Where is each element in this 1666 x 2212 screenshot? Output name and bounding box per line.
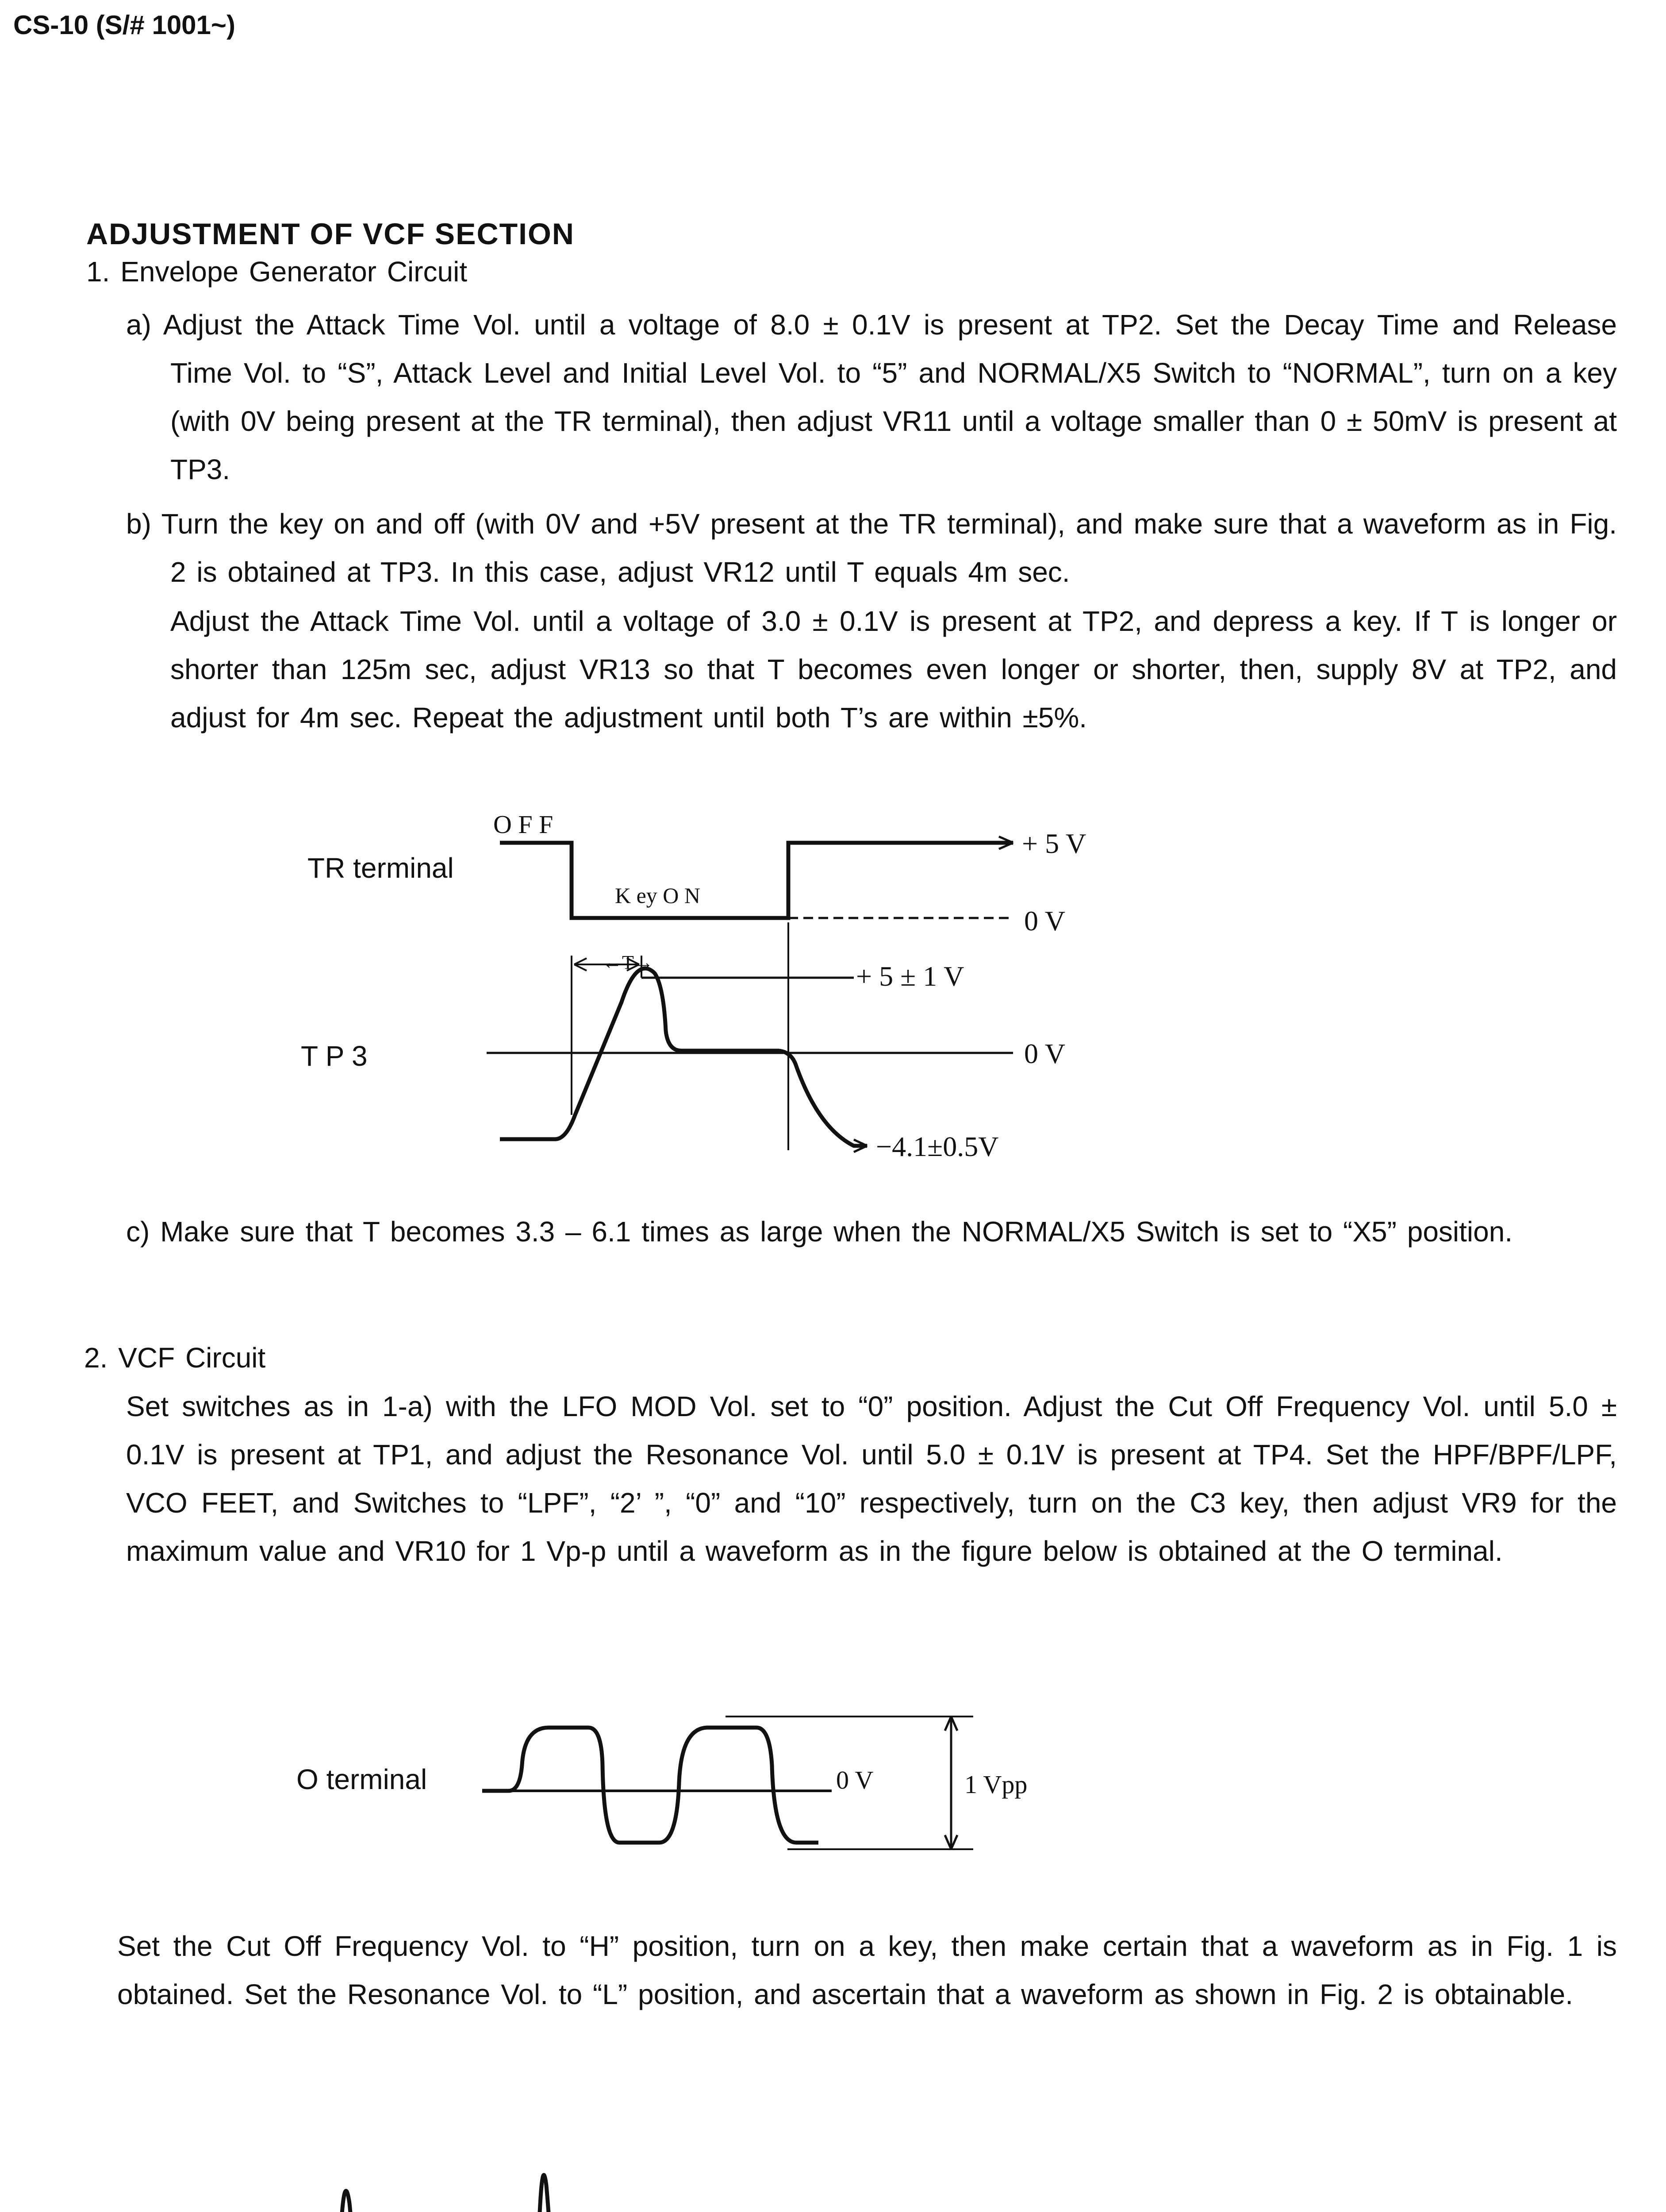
item1-b: b) Turn the key on and off (with 0V and +5V present at the TR terminal), and make sure that a waveform as in Fig. 2 is obtained at TP3. In this case, adjust VR12 until T equals 4m sec. [126, 508, 1617, 588]
zero-v-label-a: 0 V [1024, 905, 1066, 937]
key-on-label: K ey O N [615, 883, 701, 908]
off-label: O F F [493, 810, 553, 839]
minus41-label: −4.1±0.5V [876, 1131, 999, 1162]
document-header: CS-10 (S/# 1001~) [13, 10, 235, 40]
vpp-label: 1 Vpp [964, 1770, 1028, 1799]
o-terminal-label: O terminal [296, 1763, 427, 1795]
section-title: ADJUSTMENT OF VCF SECTION [86, 217, 575, 251]
tp3-label: T P 3 [301, 1040, 368, 1072]
para3: Set the Cut Off Frequency Vol. to “H” position, turn on a key, then make certain that a waveform as in Fig. 1 is obtained. Set the Resonance Vol. to “L” position, and ascertain that a waveform as shown in Fig. 2 is obtainable. [117, 1930, 1617, 2010]
t-marker-label: ←T→ [603, 952, 653, 973]
item1-a: a) Adjust the Attack Time Vol. until a voltage of 8.0 ± 0.1V is present at TP2. Set the Decay Time and Release Time Vol. to “S”, Attack Level and Initial Level Vol. to “5” and NORMAL/X5 Switch to “NORMAL”, turn on a key (with 0V being present at the TR terminal), then adjust VR11 until a voltage smaller than 0 ± 50mV is present at TP3. [126, 309, 1617, 485]
item2-text: Set switches as in 1-a) with the LFO MOD Vol. set to “0” position. Adjust the Cut Off Frequency Vol. until 5.0 ± 0.1V is present at TP1, and adjust the Resonance Vol. until 5.0 ± 0.1V is present at TP4. Set the HPF/BPF/LPF, VCO FEET, and Switches to “LPF”, “2’ ”, “0” and “10” respectively, turn on the C3 key, then adjust VR9 for the maximum value and VR10 for 1 Vp-p until a waveform as in the figure below is obtained at the O terminal. [126, 1390, 1617, 1567]
plus5v-label: + 5 V [1022, 828, 1086, 859]
plus5-pm1-label: + 5 ± 1 V [856, 960, 964, 992]
item1-b2: Adjust the Attack Time Vol. until a voltage of 3.0 ± 0.1V is present at TP2, and depress a key. If T is longer or shorter than 125m sec, adjust VR13 so that T becomes even longer or shorter, then, supply 8V at TP2, and adjust for 4m sec. Repeat the adjustment until both T’s are within ±5%. [170, 605, 1617, 733]
item2-title: 2. VCF Circuit [84, 1342, 266, 1374]
item1-c: c) Make sure that T becomes 3.3 – 6.1 times as large when the NORMAL/X5 Switch is set to “X5” position. [126, 1216, 1513, 1248]
zero-v-label-b: 0 V [1024, 1038, 1066, 1069]
item1-title: 1. Envelope Generator Circuit [86, 256, 468, 288]
tr-terminal-label: TR terminal [307, 852, 454, 884]
fig1-waveform [330, 2175, 644, 2212]
zero-v-label-c: 0 V [836, 1766, 874, 1794]
